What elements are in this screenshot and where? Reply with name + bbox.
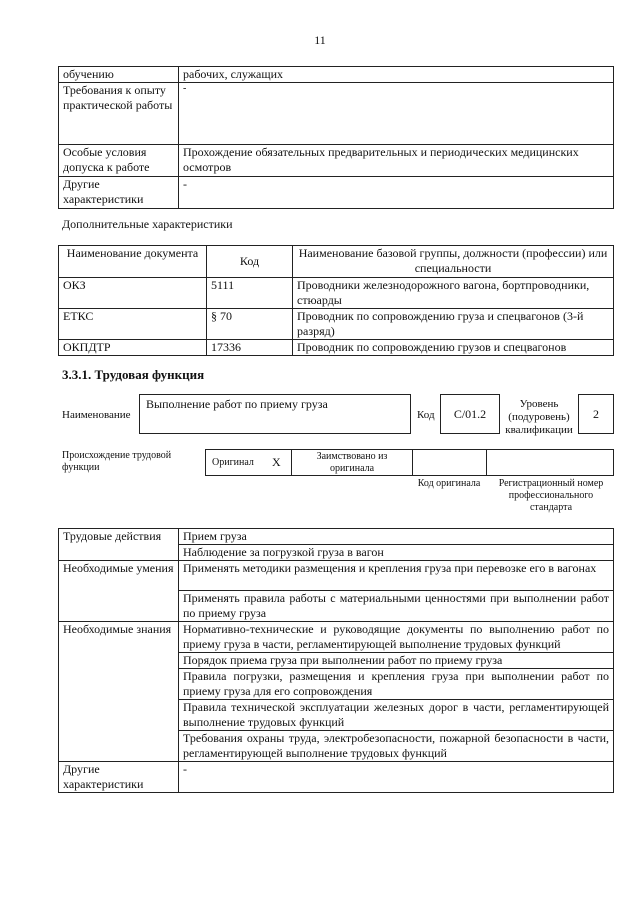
name-value: Выполнение работ по приему груза (146, 397, 328, 411)
table-cell: Проводники железнодорожного вагона, бортпроводники, стюарды (293, 278, 614, 309)
function-content-table (58, 528, 614, 793)
group-label: Трудовые действия (59, 529, 179, 561)
group-label: Другие характеристики (59, 762, 179, 793)
name-box (139, 394, 411, 434)
group-item: Правила технической эксплуатации железных дорог в части, регламентирующей выполнение трудовых функций (179, 700, 614, 731)
level-value: 2 (593, 407, 599, 421)
code-box (440, 394, 500, 434)
group-item: Наблюдение за погрузкой груза в вагон (179, 545, 614, 561)
row-label: Особые условия допуска к работе (59, 145, 179, 177)
group-item: Порядок приема груза при выполнении работ по приему груза (179, 653, 614, 669)
additional-title: Дополнительные характеристики (62, 217, 233, 231)
group-label: Необходимые умения (59, 561, 179, 622)
group-item: - (179, 762, 614, 793)
group-item: Правила погрузки, размещения и крепления груза при выполнении работ по приему груза для его сопровождения (179, 669, 614, 700)
table-row (59, 762, 614, 793)
table-row (59, 145, 614, 177)
group-item: Нормативно-технические и руководящие документы по выполнению работ по приему груза в части, регламентирующей выполнение трудовых функций (179, 622, 614, 653)
row-value: Прохождение обязательных предварительных и периодических медицинских осмотров (179, 145, 614, 177)
table-cell: ОКПДТР (59, 340, 207, 356)
table-header-row (59, 246, 614, 278)
group-item: Применять методики размещения и крепления груза при перевозке его в вагонах (179, 561, 614, 591)
table-cell: 5111 (207, 278, 293, 309)
table-cell: ЕТКС (59, 309, 207, 340)
row-label: Требования к опыту практической работы (59, 83, 179, 145)
code-label: Код (417, 409, 435, 421)
table-cell: 17336 (207, 340, 293, 356)
section-title: 3.3.1. Трудовая функция (62, 367, 205, 382)
table-row (59, 177, 614, 209)
borrowed-label: Заимствовано из оригинала (316, 451, 388, 474)
group-label: Необходимые знания (59, 622, 179, 762)
additional-table (58, 245, 614, 356)
table-cell: ОКЗ (59, 278, 207, 309)
table-cell: Проводник по сопровождению грузов и спецвагонов (293, 340, 614, 356)
row-value: рабочих, служащих (179, 67, 614, 83)
column-header: Наименование базовой группы, должности (профессии) или специальности (293, 246, 614, 278)
reg-number-caption: Регистрационный номер профессионального стандарта (498, 478, 604, 513)
table-cell: Проводник по сопровождению груза и спецвагонов (3-й разряд) (293, 309, 614, 340)
page-number: 11 (314, 33, 326, 47)
table-row (59, 622, 614, 653)
table-row (59, 561, 614, 591)
group-item: Применять правила работы с материальными ценностями при выполнении работ по приему груза (179, 591, 614, 622)
table-row (59, 278, 614, 309)
column-header: Наименование документа (59, 246, 207, 278)
table-cell: § 70 (207, 309, 293, 340)
table-row (59, 67, 614, 83)
original-label: Оригинал (212, 457, 254, 468)
code-value: С/01.2 (453, 407, 487, 421)
row-label: обучению (59, 67, 179, 83)
origin-box (205, 449, 614, 476)
table-row (59, 309, 614, 340)
column-header: Код (207, 246, 293, 278)
table-row (59, 340, 614, 356)
row-value: - (179, 83, 614, 145)
requirements-table (58, 66, 614, 209)
original-mark: X (272, 455, 281, 469)
origin-label: Происхождение трудовой функции (62, 450, 172, 473)
code-original-caption: Код оригинала (417, 478, 481, 489)
row-value: - (179, 177, 614, 209)
table-row (59, 529, 614, 545)
row-label: Другие характеристики (59, 177, 179, 209)
level-label: Уровень (подуровень) квалификации (505, 398, 573, 436)
group-item: Прием груза (179, 529, 614, 545)
level-box (578, 394, 614, 434)
name-label: Наименование (62, 409, 131, 421)
group-item: Требования охраны труда, электробезопасности, пожарной безопасности в части, регламентирующей выполнение трудовых функций (179, 731, 614, 762)
table-row (59, 83, 614, 145)
